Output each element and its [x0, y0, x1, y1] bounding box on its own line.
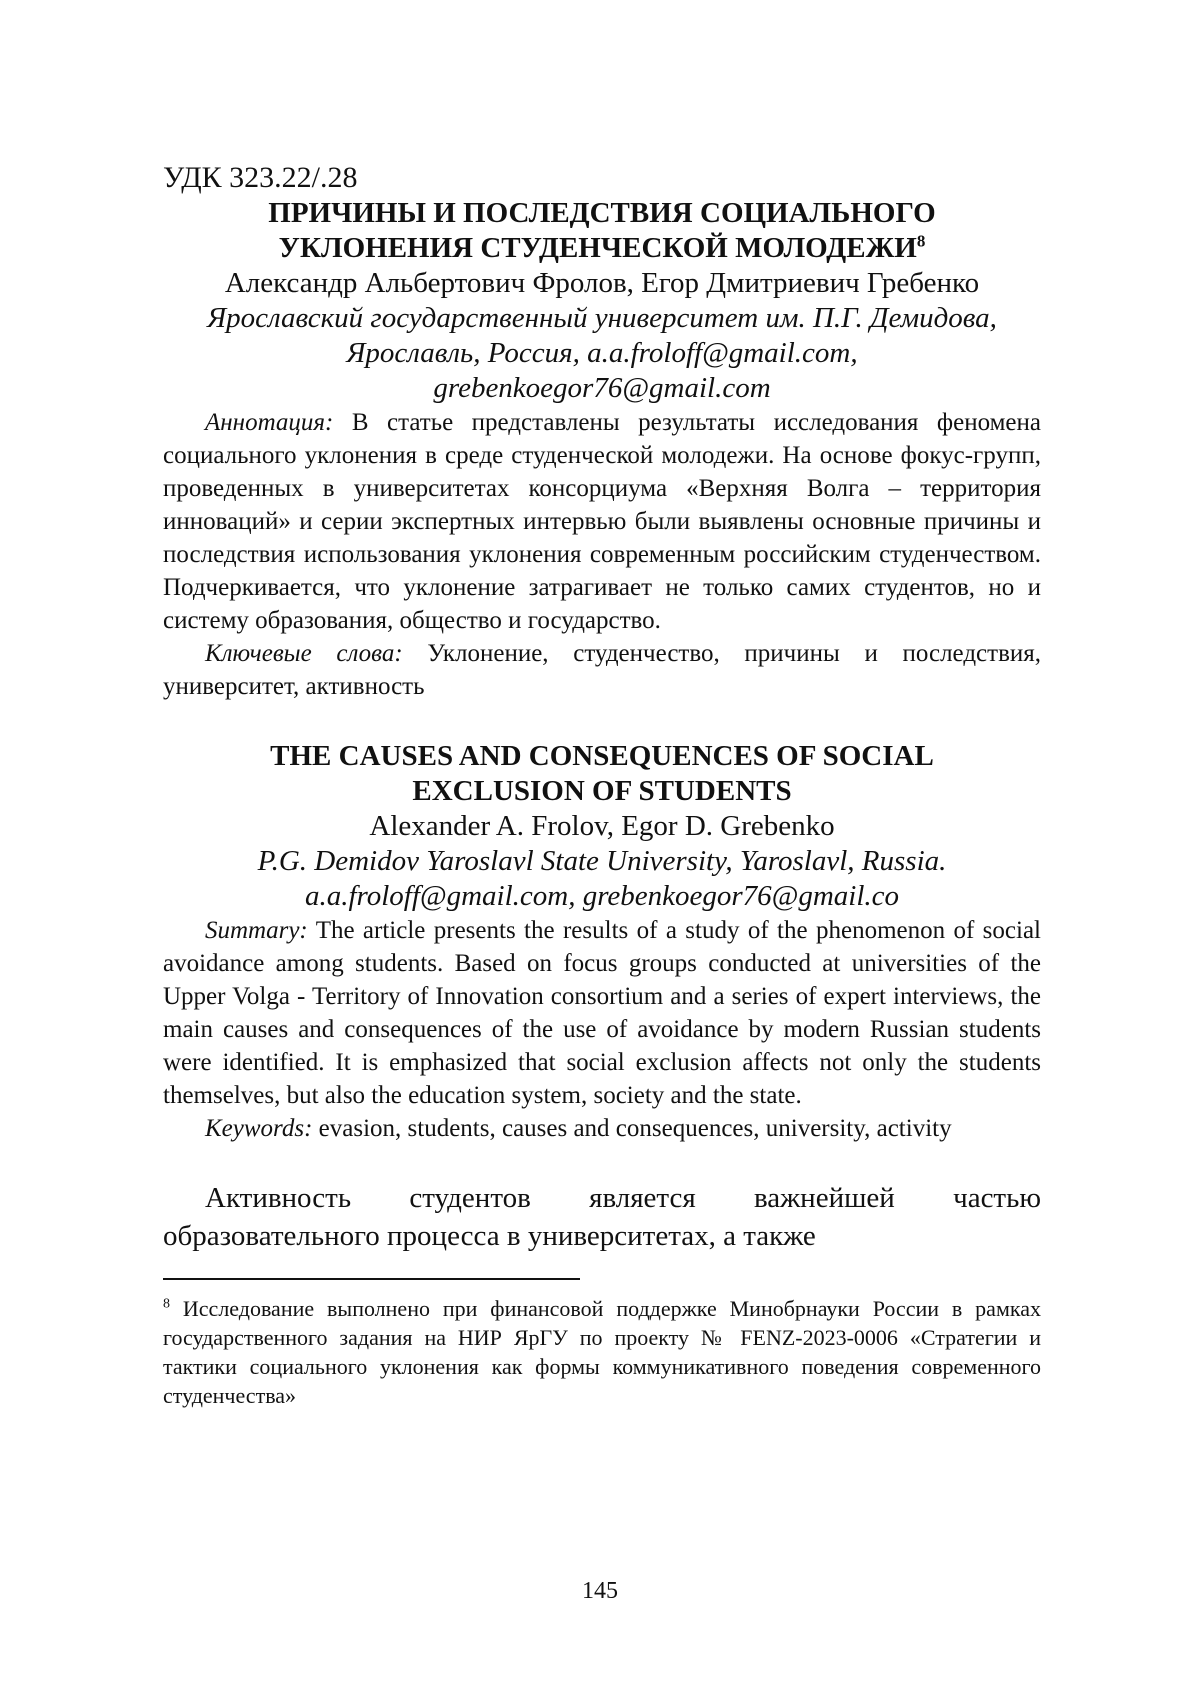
page-number: 145: [582, 1578, 618, 1604]
en-title: [163, 739, 1041, 809]
ru-abstract-text: В статье представлены результаты исследования феномена социального уклонения в среде студенческой молодежи. На основе фокус-групп, проведенных в университетах консорциума «Верхняя Волга – территория инноваций» и серии экспертных интервью были выявлены основные причины и последствия использования уклонения современным российским студенчеством. Подчеркивается, что уклонение затрагивает не только самих студентов, но и систему образования, общество и государство.: [163, 409, 1041, 634]
en-summary-label: Summary:: [205, 917, 308, 944]
en-affiliation-line-2: a.a.froloff@gmail.com, grebenkoegor76@gmail.co: [304, 880, 900, 912]
ru-keywords: [163, 637, 1041, 703]
ru-title-line-2: УКЛОНЕНИЯ СТУДЕНЧЕСКОЙ МОЛОДЕЖИ: [278, 232, 917, 264]
footnote-reference[interactable]: 8: [916, 231, 926, 251]
ru-abstract-label: Аннотация:: [205, 409, 334, 436]
en-authors: Alexander A. Frolov, Egor D. Grebenko: [369, 810, 835, 842]
en-title-line-2: EXCLUSION OF STUDENTS: [412, 775, 792, 807]
page-content: [163, 160, 1041, 1410]
ru-affiliation-line-2: Ярославль, Россия, a.a.froloff@gmail.com,: [346, 337, 858, 369]
en-keywords-text: evasion, students, causes and consequences, university, activity: [312, 1115, 952, 1142]
ru-title: [163, 196, 1041, 266]
en-title-line-1: THE CAUSES AND CONSEQUENCES OF SOCIAL: [270, 740, 934, 772]
en-affiliation-line-1: P.G. Demidov Yaroslavl State University, Yaroslavl, Russia.: [257, 845, 947, 877]
ru-affiliation: [163, 301, 1041, 406]
ru-title-line-1: ПРИЧИНЫ И ПОСЛЕДСТВИЯ СОЦИАЛЬНОГО: [268, 197, 936, 229]
en-keywords-label: Keywords:: [205, 1115, 313, 1142]
body-paragraph: Активность студентов является важнейшей частью образовательного процесса в университетах, а также: [163, 1182, 1041, 1252]
ru-authors: Александр Альбертович Фролов, Егор Дмитриевич Гребенко: [224, 267, 980, 299]
en-summary-text: The article presents the results of a study of the phenomenon of social avoidance among students. Based on focus groups conducted at universities of the Upper Volga - Territory of Innovation consortium and a series of expert interviews, the main causes and consequences of the use of avoidance by modern Russian students were identified. It is emphasized that social exclusion affects not only the students themselves, but also the education system, society and the state.: [163, 917, 1041, 1109]
footnote: [163, 1294, 1041, 1410]
en-affiliation: [163, 844, 1041, 914]
section-gap: [163, 703, 1041, 739]
footnote-text: Исследование выполнено при финансовой поддержке Минобрнауки России в рамках государственного задания на НИР ЯрГУ по проекту № FENZ-2023-0006 «Стратегии и тактики социального уклонения как формы коммуникативного поведения современного студенчества»: [163, 1296, 1041, 1408]
ru-abstract: [163, 406, 1041, 637]
ru-keywords-text: Уклонение, студенчество, причины и последствия, университет, активность: [163, 640, 1041, 700]
section-gap: [163, 1145, 1041, 1179]
en-summary: [163, 914, 1041, 1112]
footnote-divider: [163, 1278, 580, 1280]
ru-affiliation-line-3: grebenkoegor76@gmail.com: [433, 372, 771, 404]
udk-code: УДК 323.22/.28: [163, 161, 358, 194]
ru-affiliation-line-1: Ярославский государственный университет им. П.Г. Демидова,: [207, 302, 997, 334]
en-keywords: [163, 1112, 1041, 1145]
ru-keywords-label: Ключевые слова:: [205, 640, 403, 667]
footnote-mark: 8: [163, 1296, 170, 1312]
